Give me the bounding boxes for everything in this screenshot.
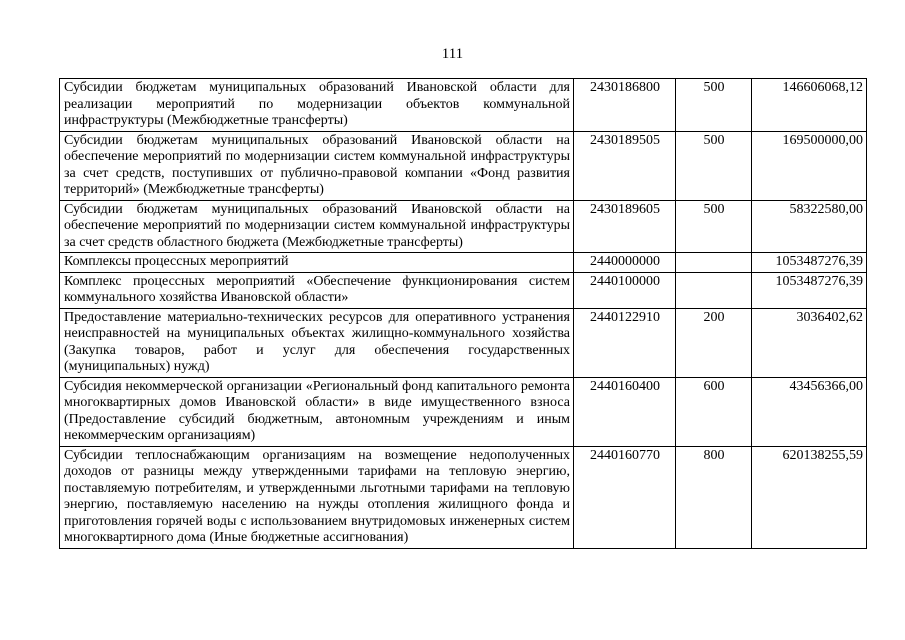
amount-cell: 620138255,59 bbox=[752, 446, 867, 548]
expense-type-cell bbox=[676, 253, 752, 273]
amount-cell: 1053487276,39 bbox=[752, 253, 867, 273]
target-code-cell: 2440000000 bbox=[574, 253, 676, 273]
budget-table bbox=[59, 78, 867, 549]
amount-cell: 58322580,00 bbox=[752, 200, 867, 253]
amount-cell: 43456366,00 bbox=[752, 377, 867, 446]
expense-type-cell: 600 bbox=[676, 377, 752, 446]
table-row bbox=[60, 79, 867, 132]
expense-name-cell: Предоставление материально-технических ресурсов для оперативного устранения неисправностей на муниципальных объектах жилищно-коммунального хозяйства (Закупка товаров, работ и услуг для обеспечения государственных (муниципальных) нужд) bbox=[60, 308, 574, 377]
expense-name-cell: Субсидии бюджетам муниципальных образований Ивановской области на обеспечение мероприятий по модернизации систем коммунальной инфраструктуры за счет средств областного бюджета (Межбюджетные трансферты) bbox=[60, 200, 574, 253]
table-row bbox=[60, 200, 867, 253]
target-code-cell: 2440122910 bbox=[574, 308, 676, 377]
target-code-cell: 2430189505 bbox=[574, 131, 676, 200]
amount-cell: 1053487276,39 bbox=[752, 272, 867, 308]
amount-cell: 169500000,00 bbox=[752, 131, 867, 200]
expense-type-cell bbox=[676, 272, 752, 308]
table-row bbox=[60, 377, 867, 446]
amount-cell: 3036402,62 bbox=[752, 308, 867, 377]
expense-type-cell: 500 bbox=[676, 200, 752, 253]
target-code-cell: 2430186800 bbox=[574, 79, 676, 132]
expense-type-cell: 500 bbox=[676, 79, 752, 132]
target-code-cell: 2440160400 bbox=[574, 377, 676, 446]
target-code-cell: 2440100000 bbox=[574, 272, 676, 308]
target-code-cell: 2430189605 bbox=[574, 200, 676, 253]
expense-name-cell: Комплекс процессных мероприятий «Обеспечение функционирования систем коммунального хозяйства Ивановской области» bbox=[60, 272, 574, 308]
amount-cell: 146606068,12 bbox=[752, 79, 867, 132]
table-row bbox=[60, 308, 867, 377]
table-row bbox=[60, 131, 867, 200]
table-row bbox=[60, 446, 867, 548]
expense-name-cell: Комплексы процессных мероприятий bbox=[60, 253, 574, 273]
expense-type-cell: 800 bbox=[676, 446, 752, 548]
expense-type-cell: 200 bbox=[676, 308, 752, 377]
page-number: 111 bbox=[441, 46, 464, 62]
expense-name-cell: Субсидии теплоснабжающим организациям на возмещение недополученных доходов от разницы между утвержденными тарифами на тепловую энергию, поставляемую потребителям, и утвержденными льготными тарифами на тепловую энергию, поставляемую населению на нужды отопления жилищного фонда и приготовления горячей воды с использованием внутридомовых инженерных систем многоквартирного дома (Иные бюджетные ассигнования) bbox=[60, 446, 574, 548]
target-code-cell: 2440160770 bbox=[574, 446, 676, 548]
expense-type-cell: 500 bbox=[676, 131, 752, 200]
expense-name-cell: Субсидии бюджетам муниципальных образований Ивановской области на обеспечение мероприятий по модернизации систем коммунальной инфраструктуры за счет средств, поступивших от публично-правовой компании «Фонд развития территорий» (Межбюджетные трансферты) bbox=[60, 131, 574, 200]
expense-name-cell: Субсидии бюджетам муниципальных образований Ивановской области для реализации мероприятий по модернизации объектов коммунальной инфраструктуры (Межбюджетные трансферты) bbox=[60, 79, 574, 132]
table-row bbox=[60, 253, 867, 273]
table-row bbox=[60, 272, 867, 308]
expense-name-cell: Субсидия некоммерческой организации «Региональный фонд капитального ремонта многоквартирных домов Ивановской области» в виде имущественного взноса (Предоставление субсидий бюджетным, автономным учреждениям и иным некоммерческим организациям) bbox=[60, 377, 574, 446]
